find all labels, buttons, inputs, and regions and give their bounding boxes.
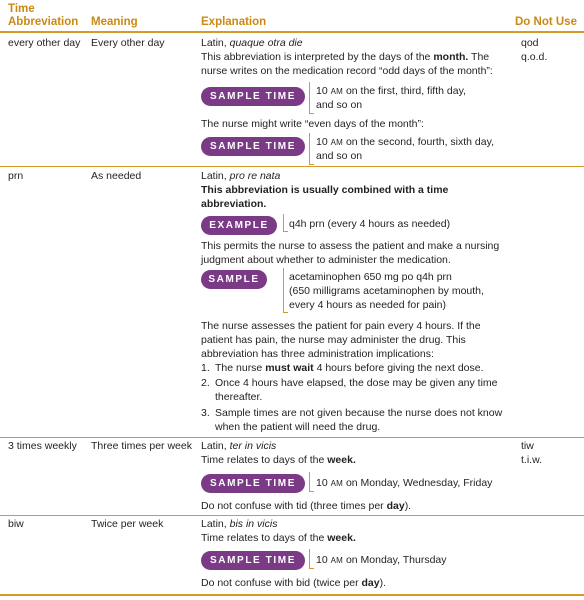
abbrev-3-times-weekly: 3 times weekly: [8, 440, 77, 452]
explanation-line: This permits the nurse to assess the patient and make a nursing: [201, 240, 500, 252]
explanation-bold-line: abbreviation.: [201, 198, 267, 210]
list-item: The nurse must wait 4 hours before giving the next dose.: [215, 362, 484, 374]
sample-time-badge: SAMPLE TIME: [201, 87, 305, 106]
sample-bracket: [309, 549, 314, 569]
explanation-note: Do not confuse with tid (three times per day).: [201, 500, 412, 512]
do-not-use-item: t.i.w.: [521, 454, 543, 466]
sample-time-line: 10 AM on the second, fourth, sixth day,: [316, 136, 494, 148]
explanation-line: abbreviation has three administration implications:: [201, 348, 434, 360]
sample-time-line: 10 AM on the first, third, fifth day,: [316, 85, 466, 97]
sample-bracket: [309, 472, 314, 492]
sample-bracket: [309, 133, 314, 165]
abbrev-every-other-day: every other day: [8, 37, 81, 49]
abbrev-biw: biw: [8, 518, 24, 530]
list-item: Once 4 hours have elapsed, the dose may be given any time: [215, 377, 498, 389]
latin-line: Latin, bis in vicis: [201, 518, 278, 530]
table-bottom-rule: [0, 594, 584, 596]
sample-line: every 4 hours as needed for pain): [289, 299, 447, 311]
row-divider: [0, 515, 584, 516]
sample-time-badge: SAMPLE TIME: [201, 137, 305, 156]
explanation-line: Time relates to days of the week.: [201, 454, 356, 466]
list-item: Sample times are not given because the nurse does not know: [215, 407, 503, 419]
row-divider: [0, 166, 584, 167]
row-divider: [0, 437, 584, 438]
sample-time-badge: SAMPLE TIME: [201, 474, 305, 493]
sample-line: (650 milligrams acetaminophen by mouth,: [289, 285, 484, 297]
sample-time-line: and so on: [316, 150, 363, 162]
header-abbreviation-line: Abbreviation: [8, 16, 79, 28]
explanation-line: nurse writes on the medication record “odd days of the month”:: [201, 65, 493, 77]
header-rule: [0, 31, 584, 33]
explanation-line: The nurse assesses the patient for pain every 4 hours. If the: [201, 320, 481, 332]
abbrev-prn: prn: [8, 170, 24, 182]
header-meaning: Meaning: [91, 16, 138, 28]
latin-line: Latin, pro re nata: [201, 170, 281, 182]
list-item-number: 2.: [201, 377, 210, 389]
sample-time-badge: SAMPLE TIME: [201, 551, 305, 570]
explanation-bold-line: This abbreviation is usually combined with a time: [201, 184, 449, 196]
sample-time-line: and so on: [316, 99, 363, 111]
explanation-line: The nurse might write “even days of the month”:: [201, 118, 424, 130]
explanation-line: This abbreviation is interpreted by the days of the month. The: [201, 51, 490, 63]
header-do-not-use: Do Not Use: [515, 16, 577, 28]
latin-line: Latin, quaque otra die: [201, 37, 303, 49]
example-bracket: [283, 214, 288, 232]
list-item: thereafter.: [215, 391, 263, 403]
explanation-line: Time relates to days of the week.: [201, 532, 356, 544]
list-item: when the patient will need the drug.: [215, 421, 381, 433]
header-time-abbreviation: [8, 3, 78, 29]
meaning-3-times-weekly: Three times per week: [91, 440, 192, 452]
example-badge: EXAMPLE: [201, 216, 277, 235]
sample-bracket: [309, 82, 314, 114]
latin-line: Latin, ter in vicis: [201, 440, 277, 452]
meaning-prn: As needed: [91, 170, 142, 182]
sample-line: acetaminophen 650 mg po q4h prn: [289, 271, 452, 283]
meaning-every-other-day: Every other day: [91, 37, 165, 49]
explanation-note: Do not confuse with bid (twice per day).: [201, 577, 387, 589]
sample-bracket: [283, 268, 288, 313]
header-explanation: Explanation: [201, 16, 267, 28]
explanation-line: judgment about whether to administer the medication.: [201, 254, 451, 266]
header-time-line: Time: [8, 3, 35, 15]
do-not-use-item: q.o.d.: [521, 51, 548, 63]
list-item-number: 1.: [201, 362, 210, 374]
sample-time-line: 10 AM on Monday, Wednesday, Friday: [316, 477, 493, 489]
do-not-use-item: qod: [521, 37, 539, 49]
meaning-biw: Twice per week: [91, 518, 164, 530]
explanation-line: patient has pain, the nurse may administer the drug. This: [201, 334, 466, 346]
do-not-use-item: tiw: [521, 440, 534, 452]
sample-badge: SAMPLE: [201, 270, 267, 289]
example-text: q4h prn (every 4 hours as needed): [289, 218, 451, 230]
sample-time-line: 10 AM on Monday, Thursday: [316, 554, 447, 566]
list-item-number: 3.: [201, 407, 210, 419]
